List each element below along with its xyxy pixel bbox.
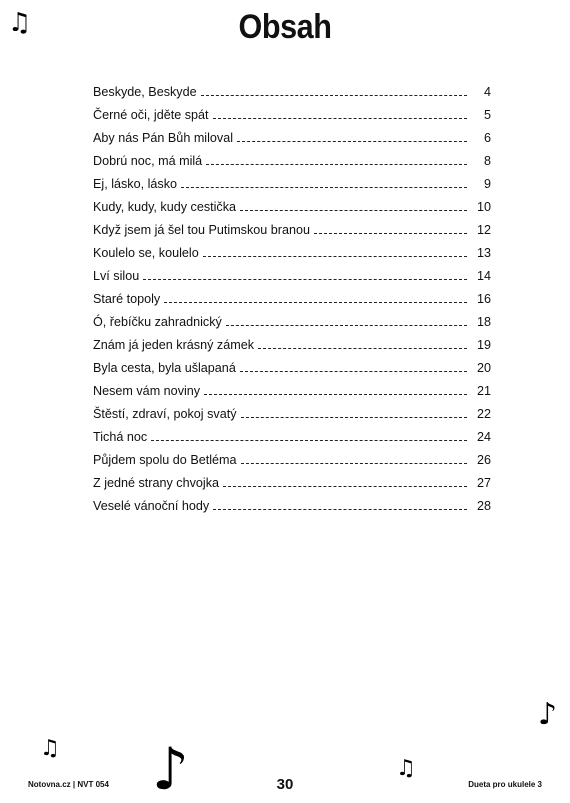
toc-entry-page: 12 (476, 223, 491, 237)
footer-publisher: Notovna.cz | NVT 054 (28, 780, 109, 789)
dot-leader (241, 417, 468, 418)
toc-entry (93, 398, 491, 421)
dot-leader (223, 486, 467, 487)
toc-entry (93, 283, 491, 306)
toc-entry (93, 444, 491, 467)
beamed-eighth-notes-icon: ♫ (8, 8, 32, 38)
dot-leader (201, 95, 467, 96)
eighth-note-icon: ♪ (152, 735, 190, 803)
toc-entry (93, 76, 491, 99)
toc-entry-title: Veselé vánoční hody (93, 499, 210, 513)
toc-entry (93, 329, 491, 352)
toc-entry-title: Koulelo se, koulelo (93, 246, 199, 260)
footer-book-title: Dueta pro ukulele 3 (468, 780, 542, 789)
toc-entry-title: Z jedné strany chvojka (93, 476, 219, 490)
toc-entry (93, 99, 491, 122)
toc-entry (93, 191, 491, 214)
toc-entry-title: Štěstí, zdraví, pokoj svatý (93, 407, 237, 421)
toc-entry (93, 214, 491, 237)
toc-entry-title: Beskyde, Beskyde (93, 85, 197, 99)
toc-entry-title: Znám já jeden krásný zámek (93, 338, 254, 352)
toc-entry-title: Půjdem spolu do Betléma (93, 453, 237, 467)
toc-entry-title: Ej, lásko, lásko (93, 177, 177, 191)
page-number: 30 (276, 776, 294, 793)
toc-entry-page: 28 (476, 499, 491, 513)
toc-entry (93, 145, 491, 168)
toc-entry-page: 8 (483, 154, 491, 168)
table-of-contents (93, 76, 491, 513)
dot-leader (237, 141, 467, 142)
toc-entry-page: 4 (483, 85, 491, 99)
dot-leader (164, 302, 467, 303)
toc-entry-page: 26 (476, 453, 491, 467)
toc-entry-title: Nesem vám noviny (93, 384, 201, 398)
toc-entry-title: Kudy, kudy, kudy cestička (93, 200, 237, 214)
toc-entry-page: 22 (476, 407, 491, 421)
toc-entry-title: Ó, řebíčku zahradnický (93, 315, 222, 329)
dot-leader (143, 279, 467, 280)
toc-entry-page: 13 (476, 246, 491, 260)
dot-leader (204, 394, 467, 395)
toc-entry (93, 122, 491, 145)
beamed-eighth-notes-icon: ♫ (396, 756, 416, 781)
toc-entry-title: Staré topoly (93, 292, 161, 306)
toc-entry-title: Tichá noc (93, 430, 148, 444)
dot-leader (151, 440, 467, 441)
toc-entry-page: 5 (483, 108, 491, 122)
toc-entry (93, 237, 491, 260)
toc-entry (93, 490, 491, 513)
toc-entry-title: Dobrú noc, má milá (93, 154, 203, 168)
toc-entry-page: 18 (476, 315, 491, 329)
dot-leader (203, 256, 467, 257)
dot-leader (181, 187, 467, 188)
page-title: Obsah (238, 8, 332, 46)
beamed-eighth-notes-icon: ♫ (40, 736, 60, 761)
toc-entry (93, 467, 491, 490)
toc-entry (93, 260, 491, 283)
dot-leader (314, 233, 467, 234)
toc-entry (93, 375, 491, 398)
toc-entry-page: 9 (483, 177, 491, 191)
toc-entry-page: 27 (476, 476, 491, 490)
toc-entry-page: 6 (483, 131, 491, 145)
toc-entry (93, 421, 491, 444)
toc-entry-page: 20 (476, 361, 491, 375)
toc-entry-page: 24 (476, 430, 491, 444)
dot-leader (206, 164, 467, 165)
dot-leader (240, 210, 467, 211)
toc-entry-page: 21 (476, 384, 491, 398)
dot-leader (213, 509, 467, 510)
toc-entry-page: 16 (476, 292, 491, 306)
toc-entry-title: Černé oči, jděte spát (93, 108, 209, 122)
toc-entry (93, 306, 491, 329)
toc-entry-title: Když jsem já šel tou Putimskou branou (93, 223, 310, 237)
dot-leader (226, 325, 467, 326)
toc-entry-page: 19 (476, 338, 491, 352)
toc-entry-title: Aby nás Pán Bůh miloval (93, 131, 234, 145)
toc-entry-title: Byla cesta, byla ušlapaná (93, 361, 236, 375)
dot-leader (240, 371, 467, 372)
toc-entry (93, 168, 491, 191)
dot-leader (258, 348, 467, 349)
toc-entry-page: 10 (476, 200, 491, 214)
toc-entry-title: Lví silou (93, 269, 140, 283)
dot-leader (241, 463, 467, 464)
eighth-note-icon: ♪ (538, 697, 558, 732)
dot-leader (213, 118, 467, 119)
toc-entry (93, 352, 491, 375)
toc-entry-page: 14 (476, 269, 491, 283)
